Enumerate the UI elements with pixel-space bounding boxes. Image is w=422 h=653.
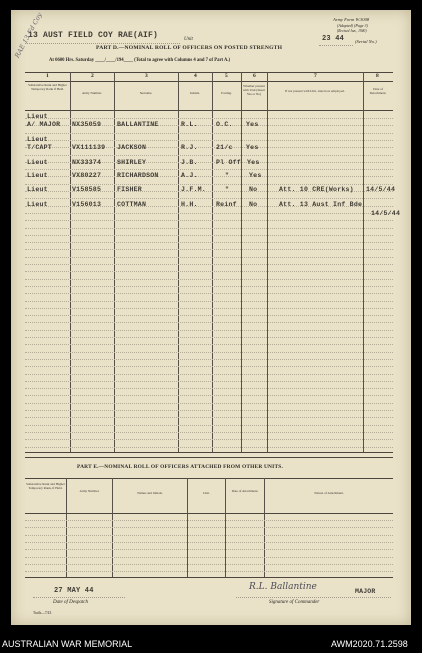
ruled-line	[25, 293, 393, 294]
cell-rank: A/ MAJOR	[27, 121, 61, 128]
ruled-line	[25, 337, 393, 338]
ruled-line	[25, 425, 393, 426]
cell-surname: FISHER	[117, 186, 142, 193]
cell-present: Yes	[246, 144, 259, 151]
part-d-title: PART D.—NOMINAL ROLL OF OFFICERS ON POSTED STRENGTH	[96, 45, 283, 51]
ruled-line	[25, 155, 393, 156]
ruled-line	[25, 557, 393, 558]
ruled-line	[25, 301, 393, 302]
caption-accession-number: AWM2020.71.2598	[331, 639, 408, 649]
ruled-line	[25, 257, 393, 258]
ruled-line	[25, 242, 393, 243]
ruled-line	[25, 249, 393, 250]
cell-surname: COTTMAN	[117, 201, 147, 208]
signature-label: Signature of Commander	[269, 600, 320, 605]
unit-name: 13 AUST FIELD COY RAE(AIF)	[28, 31, 159, 40]
ruled-line	[25, 315, 393, 316]
cell-posting: "	[225, 186, 230, 193]
serial-underline	[319, 45, 353, 46]
ruled-line	[25, 330, 393, 331]
col-number: 1	[46, 73, 49, 79]
commander-signature: R.L. Ballantine	[249, 582, 317, 592]
col-header-surname: Surname.	[139, 91, 153, 95]
cell-rank: Lieut	[27, 159, 48, 166]
ruled-line	[25, 571, 393, 572]
cell-rank-sub: Lieut	[27, 136, 48, 143]
part-e-header-unit: Unit.	[203, 491, 210, 495]
ruled-line	[25, 432, 393, 433]
ruled-line	[25, 535, 393, 536]
cell-posting: O.C.	[216, 121, 233, 128]
cell-rank-sub: Lieut	[27, 113, 48, 120]
despatch-date: 27 MAY 44	[54, 587, 94, 595]
ruled-line	[25, 308, 393, 309]
cell-initials: R.L.	[181, 121, 198, 128]
unit-label: Unit	[184, 37, 193, 42]
part-e-header-names: Names and Initials.	[137, 491, 163, 495]
ruled-line	[25, 395, 393, 396]
cell-army-number: NX33374	[72, 159, 102, 166]
cell-initials: H.H.	[181, 201, 198, 208]
form-subtitle-2: (Revised Jun., 1940)	[337, 29, 367, 33]
ruled-line	[25, 417, 393, 418]
cell-employed: Att. 10 CRE(Works)	[279, 186, 354, 193]
cell-present: Yes	[247, 159, 260, 166]
ruled-line	[25, 564, 393, 565]
cell-initials: J.F.M.	[181, 186, 206, 193]
cell-present: No	[249, 201, 258, 208]
part-e-header-army-number: Army Number.	[79, 489, 100, 493]
ruled-line	[25, 410, 393, 411]
cell-surname: RICHARDSON	[117, 172, 159, 179]
ruled-line	[25, 388, 393, 389]
cell-army-number: V158585	[72, 186, 102, 193]
ruled-line	[25, 198, 393, 199]
cell-army-number: NX35059	[72, 121, 102, 128]
ruled-line	[25, 213, 393, 214]
cell-initials: A.J.	[181, 172, 198, 179]
cell-detachment-date: 14/5/44	[366, 186, 396, 193]
ruled-line	[25, 403, 393, 404]
ruled-line	[25, 520, 393, 521]
ruled-line	[25, 286, 393, 287]
ruled-line	[25, 271, 393, 272]
ruled-line	[25, 133, 393, 134]
cell-posting: 21/c	[216, 144, 233, 151]
part-e-header-nature: Nature of Attachment.	[314, 491, 344, 495]
col-header-employed: If not present with Unit, state how employed.	[285, 89, 345, 93]
unit-underline	[25, 43, 180, 44]
cell-army-number: VX80227	[72, 172, 102, 179]
part-e-top-rule	[25, 457, 393, 458]
ruled-line	[25, 549, 393, 550]
ruled-line	[25, 235, 393, 236]
part-d-top-rule	[25, 72, 393, 73]
ruled-line	[25, 220, 393, 221]
cell-initials: J.B.	[181, 159, 198, 166]
part-e-header-rule	[25, 513, 393, 514]
serial-label: (Serial No.)	[355, 39, 377, 44]
ruled-line	[25, 447, 393, 448]
part-e-title: PART E.—NOMINAL ROLL OF OFFICERS ATTACHED FROM OTHER UNITS.	[77, 464, 283, 470]
cell-rank: Lieut	[27, 201, 48, 208]
part-d-header-rule	[25, 110, 393, 111]
ruled-line	[25, 374, 393, 375]
ruled-line	[25, 322, 393, 323]
cell-army-number: V156013	[72, 201, 102, 208]
col-number: 8	[376, 73, 379, 79]
col-number: 5	[225, 73, 228, 79]
col-number: 4	[194, 73, 197, 79]
cell-present: Yes	[246, 121, 259, 128]
part-e-header-top	[25, 478, 393, 479]
cell-rank: T/CAPT	[27, 144, 52, 151]
cell-posting: Pl Off	[216, 159, 241, 166]
col-header-present: Whether present with Unit (Insert Yes or No)	[243, 84, 265, 96]
signature-underline	[236, 597, 391, 598]
part-e-bottom-rule	[25, 577, 393, 578]
form-number: Army Form W.3008	[333, 17, 370, 22]
ruled-line	[25, 344, 393, 345]
ruled-line	[25, 366, 393, 367]
col-number: 2	[91, 73, 94, 79]
ruled-line	[25, 228, 393, 229]
col-number: 6	[253, 73, 256, 79]
form-subtitle-1: (Adapted) (Page 3)	[337, 23, 368, 28]
cell-detachment-date: 14/5/44	[371, 210, 401, 217]
despatch-underline	[33, 597, 125, 598]
serial-number: 23 44	[322, 35, 345, 43]
cell-posting: "	[225, 172, 230, 179]
cell-surname: BALLANTINE	[117, 121, 159, 128]
part-d-subtitle: At 0600 Hrs. Saturday ____/____/194____ (Total to agree with Columns 4 and 7 of Part A.)	[49, 58, 231, 63]
cell-army-number: VX111139	[72, 144, 106, 151]
part-e-header-rank: Substantive Rank and Higher Temporary Rank, if Held.	[26, 482, 65, 490]
cell-posting: Reinf	[216, 201, 237, 208]
col-header-posting: Posting.	[221, 91, 232, 95]
print-code: Trails—7/43	[33, 611, 52, 615]
part-d-number-rule	[25, 81, 393, 82]
ruled-line	[25, 381, 393, 382]
handwritten-note: RAE 13 Fd Coy	[13, 11, 44, 60]
form-sheet	[11, 10, 411, 625]
col-number: 7	[314, 73, 317, 79]
cell-employed: Att. 13 Aust Inf Bde	[279, 201, 363, 208]
ruled-line	[25, 184, 393, 185]
ruled-line	[25, 118, 393, 119]
ruled-line	[25, 140, 393, 141]
despatch-label: Date of Despatch	[53, 600, 88, 605]
col-header-rank: Substantive Rank and Higher Temporary Rank if Held.	[28, 83, 67, 91]
part-d-bottom-rule	[25, 452, 393, 453]
cell-surname: JACKSON	[117, 144, 147, 151]
cell-initials: R.J.	[181, 144, 198, 151]
col-header-detachment-date: Date of Detachment.	[369, 87, 387, 95]
ruled-line	[25, 264, 393, 265]
caption-bar	[0, 637, 422, 653]
part-e-header-attachment-date: Date of Attachment.	[231, 489, 259, 493]
ruled-line	[25, 352, 393, 353]
ruled-line	[25, 542, 393, 543]
ruled-line	[25, 169, 393, 170]
col-number: 3	[145, 73, 148, 79]
cell-rank: Lieut	[27, 172, 48, 179]
cell-present: No	[249, 186, 258, 193]
cell-surname: SHIRLEY	[117, 159, 147, 166]
caption-institution: AUSTRALIAN WAR MEMORIAL	[2, 639, 133, 649]
ruled-line	[25, 527, 393, 528]
ruled-line	[25, 359, 393, 360]
col-header-initials: Initials.	[190, 91, 200, 95]
ruled-line	[25, 439, 393, 440]
cell-rank: Lieut	[27, 186, 48, 193]
signature-rank: MAJOR	[355, 588, 376, 595]
ruled-line	[25, 279, 393, 280]
col-header-army-number: Army Number.	[82, 91, 102, 95]
cell-present: Yes	[249, 172, 262, 179]
